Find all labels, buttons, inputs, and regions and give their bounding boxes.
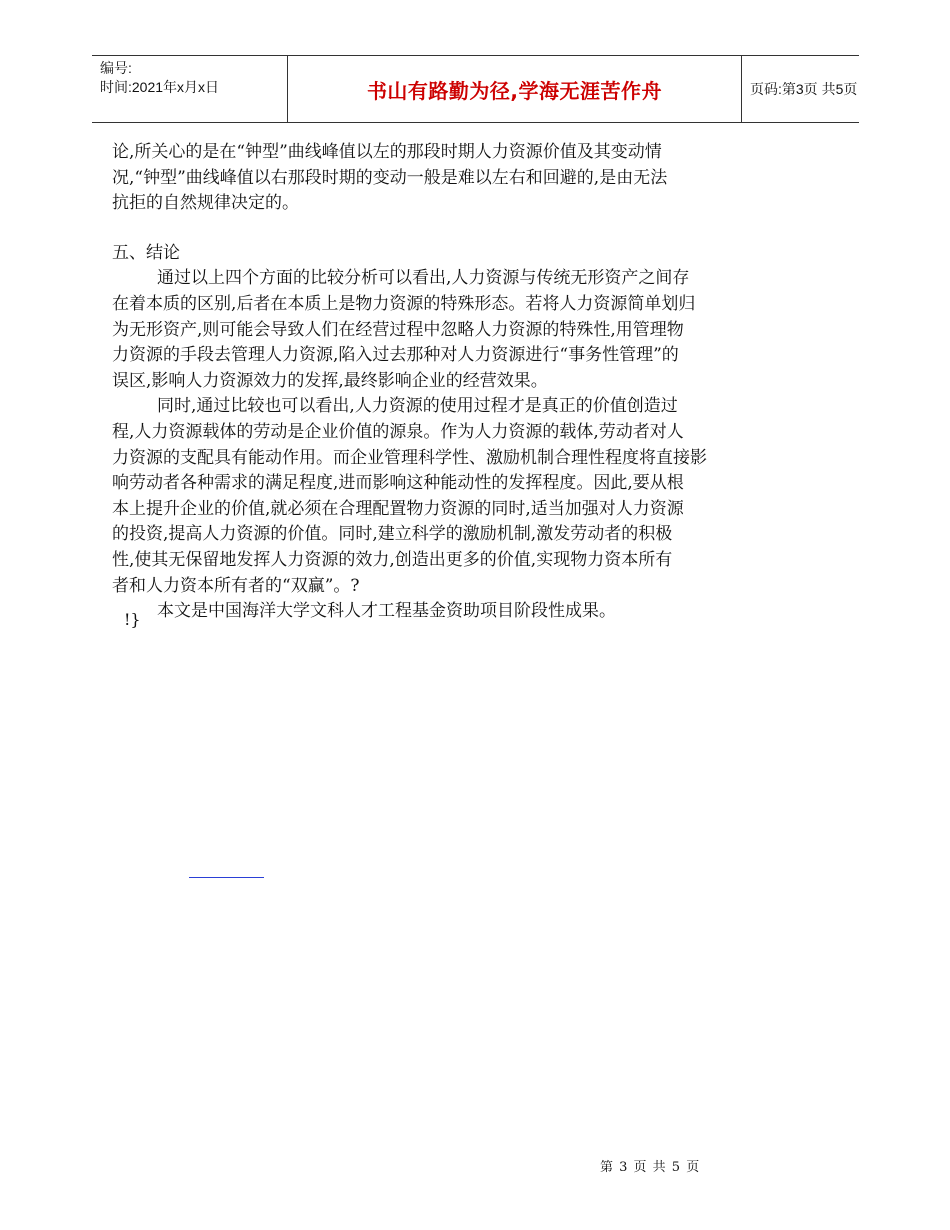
header-motto: 书山有路勤为径,学海无涯苦作舟	[366, 78, 663, 103]
paragraph-value-creation	[112, 394, 772, 599]
header-motto-cell	[287, 56, 742, 122]
text-line: 论,所关心的是在“钟型”曲线峰值以左的那段时期人力资源价值及其变动情	[112, 142, 662, 162]
page-footer: 第 3 页 共 5 页	[600, 1160, 701, 1175]
text-line: 况,“钟型”曲线峰值以右那段时期的变动一般是难以左右和回避的,是由无法	[112, 167, 668, 188]
text-line: 为无形资产,则可能会导致人们在经营过程中忽略人力资源的特殊性,用管理物	[112, 319, 684, 340]
text-line: 在着本质的区别,后者在本质上是物力资源的特殊形态。若将人力资源简单划归	[112, 293, 696, 314]
document-body	[112, 140, 772, 625]
paragraph-comparison	[112, 266, 772, 394]
text-line: 误区,影响人力资源效力的发挥,最终影响企业的经营效果。	[112, 370, 548, 391]
funding-note: 本文是中国海洋大学文科人才工程基金资助项目阶段性成果。	[157, 601, 616, 622]
text-line: 响劳动者各种需求的满足程度,进而影响这种能动性的发挥程度。因此,要从根	[112, 473, 684, 494]
text-line: 同时,通过比较也可以看出,人力资源的使用过程才是真正的价值创造过	[157, 396, 678, 417]
text-line: 的投资,提高人力资源的价值。同时,建立科学的激励机制,激发劳动者的积极	[112, 524, 673, 545]
text-line: 抗拒的自然规律决定的。	[112, 193, 299, 214]
hyperlink-underline[interactable]	[189, 877, 264, 878]
section-heading: 五、结论	[112, 242, 180, 263]
text-line: 性,使其无保留地发挥人力资源的效力,创造出更多的价值,实现物力资本所有	[112, 549, 673, 570]
text-line: 通过以上四个方面的比较分析可以看出,人力资源与传统无形资产之间存	[157, 268, 690, 289]
text-line: 程,人力资源载体的劳动是企业价值的源泉。作为人力资源的载体,劳动者对人	[112, 421, 684, 442]
text-line: 本上提升企业的价值,就必须在合理配置物力资源的同时,适当加强对人力资源	[112, 498, 684, 519]
text-line: 力资源的手段去管理人力资源,陷入过去那种对人力资源进行“事务性管理”的	[112, 345, 679, 366]
header-meta-cell	[92, 56, 287, 122]
paragraph-continuation	[112, 140, 772, 217]
stray-mark: !}	[124, 610, 141, 629]
document-header	[92, 55, 859, 123]
header-page-info: 页码:第3页 共5页	[750, 81, 858, 97]
time-label: 时间:2021年x月x日	[100, 79, 220, 95]
text-line: 力资源的支配具有能动作用。而企业管理科学性、激励机制合理性程度将直接影	[112, 447, 707, 468]
header-page-cell	[742, 56, 859, 122]
text-line: 者和人力资本所有者的“双赢”。?	[112, 575, 360, 596]
serial-number-label: 编号:	[100, 60, 132, 76]
